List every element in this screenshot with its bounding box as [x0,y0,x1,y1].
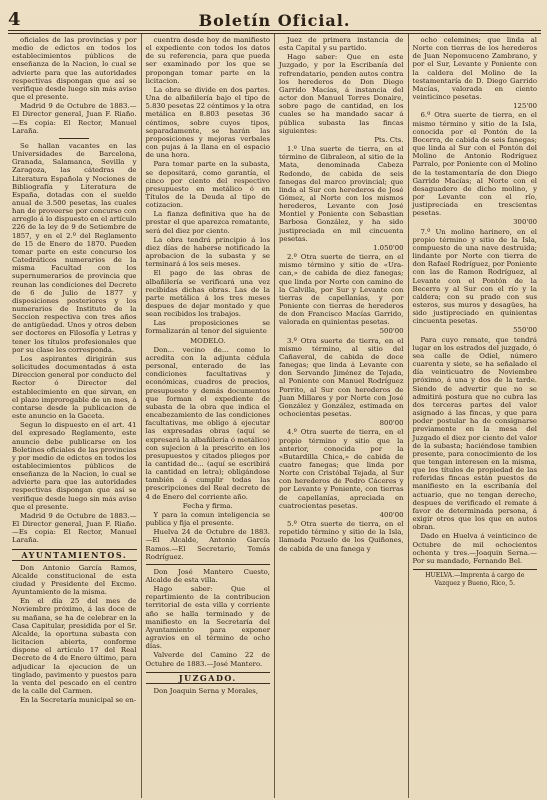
list-item: 4.º Otra suerte de tierra, en el propio término y sitio que la anterior, conocida por la «Butardilla Chica,» de cabida de cuatro fanegas; que linda por Norte con Cristóbal Tejada, al Sur con herederos de Pedro Cáceres y por Levante y Poniente, con tierras de capellanías, apreciada en cuatrocientas pesetas. [279,428,404,510]
text-columns [8,33,541,798]
list-item: 2.º Otra suerte de tierra, en el mismo término y sitio de «Ura-can,» de cabida de diez fanegas; que linda por Norte con camino de la Calvilla, por Sur y Levante con tierras de capellanías, y por Poniente con tierras de herederos de don Francisco Macías Garrido, valorada en quinientas pesetas. [279,253,404,327]
paragraph: Don Joaquin Serna y Morales, [153,686,259,695]
paragraph: La fianza definitiva que ha de prestar el que aparezca rematante, será del diez por ciento. [145,210,270,235]
amount: 1.050'00 [373,243,404,252]
paragraph: Segun lo dispuesto en el art. 41 del expresado Reglamento, este anuncio debe publicarse en los Boletines oficiales de las provincias y por medio de edictos en todos los establecimientos públicos de enseñanza de la Nacion, lo cual se advierte para que las autoridades respectivas dispongan que así se verifique desde luego sin más aviso que el presente. [12,421,137,511]
page-title: Boletín Oficial. [198,11,351,30]
paragraph: cuentra desde hoy de manifiesto el expediente con todos los datos de su referencia, para que pueda ser examinado por los que se propongan tomar parte en la licitacion. [145,36,270,85]
paragraph: Hago saber: Que en este Juzgado, y por la Escribanía del refrendatario, penden autos contra los herederos de Don Diego Garrido Macías, á instancia del actor don Manuel Torres Donaire, sobre pago de cantidad, en los cuales se ha mandado sacar á pública subasta las fincas siguientes: [279,53,404,135]
paragraph: Dado en Huelva á veinticinco de Octubre de mil ochocientos ochenta y tres.—Joaquin Serna.—Por su mandado, Fernando Bel. [412,532,537,565]
column-4 [409,34,542,798]
signature: Madrid 9 de Octubre de 1883.—El Director general, Juan F. Riaño.—Es copia: El Rector, Manuel Laraña. [12,102,137,135]
printer-imprint: HUELVA.—Imprenta á cargo de Vazquez y Bueno, Rico, 5. [413,569,538,587]
section-heading: JUZGADO. [146,672,271,684]
list-item: 3.º Otra suerte de tierra, en el mismo término, al sitio del Cañaveral, de cabida de doce fanegas; que linda á Levante con don Servando Jiménez de Tejada, al Poniente con Manuel Rodríguez Porrito, al Sur con herederos de Juan Millares y por Norte con José González y González, estimada en ochocientas pesetas. [279,336,404,419]
paragraph: oficiales de las provincias y por medio de edictos en todos los establecimientos públicos de enseñanza de la Nacion, lo cual se advierte para que las autoridades respectivas dispongan que así se verifique desde luego sin más aviso que el presente. [12,36,137,102]
paragraph: Hago saber: Que el repartimiento de la contribucion territorial de esta villa y corriente año se halla terminado y de manifiesto en la Secretaría del Ayuntamiento para exponer agravios en el término de ocho días. [145,585,270,651]
list-item: 1.º Una suerte de tierra, en el término de Gibraleon, al sitio de la Mata, denominada Cabeza Redondo, de cabida de seis fanegas del marco provincial; que linda al Sur con herederos de José Gómez, al Norte con los mismos herederos, Levante con José Montiel y Poniente con Sebastian Barbosa González, y ha sido justipreciada en mil cincuenta pesetas. [279,145,404,243]
amount: 550'00 [513,326,537,335]
page-header [8,6,541,31]
signature: Valverde del Camino 22 de Octubre de 1883.—José Mantero. [145,651,270,668]
paragraph: Las proposiciones se formalizarán al tenor del siguiente [145,319,270,336]
amount: 400'00 [379,510,404,519]
paragraph: La obra tendrá principio á los diez días de haberse notificado la aprobacion de la subasta y se terminará á los seis meses. [145,235,270,269]
paragraph: Para tomar parte en la subasta, se depositará, como garantía, el cinco por ciento del respectivo presupuesto en metálico ó en Títulos de la Deuda al tipo de cotizacion. [145,160,270,210]
paragraph: ocho celemines; que linda al Norte con tierras de los herederos de Juan Nepomuceno Zambrano, y por el Sur, Levante y Poniente con la caldera del Molino de la testamentaría de D. Diego Garrido Macías, valorada en ciento veinticinco pesetas. [412,36,537,102]
paragraph: Don... vecino de... como lo acredita con la adjunta cédula personal, enterado de las condiciones facultativas y económicas, cuadros de precios, presupuesto y demás documentos que forman el expediente de subasta de la obra que indica el encabezamiento de las condiciones facultativas, me obligo á ejecutar las expresadas obras (aquí se expresará la albañilería ó metálico) con sujecion á la prescrito en los presupuestos y citados pliegos por la cantidad de... (aquí se escribirá la cantidad en letra); obligándose también á cumplir todas las prescripciones del Real decreto de 4 de Enero del corriente año. [145,345,270,501]
paragraph: Don Antonio García Ramos, Alcalde constitucional de esta ciudad y Presidente del Excmo. Ayuntamiento de la misma. [12,563,137,597]
page-number: 4 [8,9,21,30]
column-1 [8,34,142,798]
paragraph: Los aspirantes dirigirán sus solicitudes documentadas á esta Direccion general por conducto del Rector ó Director del establecimiento en que sirvan, en el plazo improrogable de un mes, á contarse desde la publicacion de este anuncio en la Gaceta. [12,354,137,421]
paragraph: Y para la comun inteligencia se publica y fija el presente. [145,510,270,528]
section-heading: AYUNTAMIENTOS. [12,549,137,561]
paragraph: En el día 25 del mes de Noviembre próximo, á las doce de su mañana, se ha de celebrar en la Casa Capitular, presidida por el Sr. Alcalde, la oportuna subasta con licitacion abierta, conforme dispone el artículo 17 del Real Decreto de 4 de Enero último, para adjudicar la ejecucion de un tinglado, pavimento y puestos para la venta del pescado en el centro de la calle del Carmen. [12,597,137,696]
divider [59,138,89,139]
paragraph: La obra se divide en dos partes. Una de albañilería bajo el tipo de 5.830 pesetas 22 céntimos y la otra metálica en 8.803 pesetas 36 céntimos, sobre cuyos tipos, separadamente, se harán las proposiciones y mejoras verbales con pujas á la llana en el espacio de una hora. [145,85,270,160]
paragraph: Para cuyo remate, que tendrá lugar en los estrados del juzgado, ó sea calle de Odiel, número cuarenta y siete, se ha señalado el día veinticuatro de Noviembre próximo, á una y dos de la tarde. Siendo de advertir que no se admitirá postura que no cubra las dos terceras partes del valor asignado á las fincas, y que para poder postular ha de consignarse previamente en la mesa del Juzgado el diez por ciento del valor de la subasta; haciéndose tambien presente, para conocimiento de los que tengan interesen en la misma, que los títulos de propiedad de las referidas fincas están puestos de manifiesto en la escribanía del actuario, que no tengan derecho, despues de verificado el remate á favor de determinada persona, á exigir otros que los que en autos obran. [412,335,537,532]
signature: Huelva 24 de Octubre de 1883.—El Alcalde, Antonio García Ramos.—El Secretario, Tomás Rodríguez. [145,528,270,561]
paragraph: Se hallan vacantes en las Universidades de Barcelona, Granada, Salamanca, Sevilla y Zaragoza, las cátedras de Literatura Española y Nociones de Bibliografía y Literatura de España, dotadas con el sueldo anual de 3.500 pesetas, las cuales han de proveerse por concurso con arreglo á lo dispuesto en el artículo 226 de la ley de 9 de Setiembre de 1857, y en el 2.º del Reglamento de 15 de Enero de 1870. Pueden tomar parte en este concurso los Catedráticos numerarios de la misma Facultad con los supernumerarios de provincia que reunan las condiciones del Decreto de 6 de Julio de 1877 y disposiciones posteriores y los numerarios de Instituto de la Seccion respectiva con tres años de antigüedad. Unos y otros deben ser doctores en Filosofía y Letras y tener los títulos profesionales que por su clase les corresponda. [12,141,137,354]
amount: 300'00 [513,218,537,227]
currency-header: Pts. Cts. [374,135,404,144]
amount: 500'00 [379,327,404,336]
paragraph: Juez de primera instancia de esta Capital y su partido. [279,36,404,53]
model-heading: MODELO. [190,336,226,345]
list-item: 7.º Un molino harinero, en el propio término y sitio de la Isla, compuesto de una nave destruida; lindante por Norte con tierra de don Rafael Rodríguez, por Poniente con las de Ramon Rodríguez, al Levante con el Pontón de la Becerra y al Sur con el río y la caldera; con su prado con sus esteros, sus muros y desagües, ha sido justipreciado en quinientas cincuenta pesetas. [412,227,538,326]
amount: 125'00 [513,102,537,111]
paragraph: Don José Mantero Cuesto, Alcalde de esta villa. [145,567,270,584]
divider [146,564,271,565]
paragraph: El pago de las obras de albañilería se verificará una vez recibidas dichas obras. Las de la parte metálica á los tres meses despues de dejar montado y que sean recibidos los trabajos. [145,269,270,319]
list-item: 6.º Otra suerte de tierra, en el mismo término y sitio de la Isla, conocida por el Pontón de la Bocerra, de cabida de seis fanegas; que linda al Sur con el Pontón del Molino de Antonio Rodríguez Parralo, por Poniente con el Molino de la testamentaría de don Diego Garrido Macías; al Norte con el desaguadero de dicho molino, y por Levante con el río, justipreciada en trescientas pesetas. [412,111,537,218]
list-item: 5.º Otra suerte de tierra, en el repetido término y sitio de la Isla, llamada Pozuelo de los Quiñones, de cabida de una fanega y [279,520,404,553]
column-2 [142,34,276,798]
paragraph: En la Secretaría municipal se en- [20,696,137,705]
amount: 800'00 [379,419,404,428]
signature-line: Fecha y firma. [182,501,233,510]
column-3 [275,34,409,798]
signature: Madrid 9 de Octubre de 1883.—El Director general, Juan F. Riaño.—Es copia: El Rector, Manuel Laraña. [12,511,137,545]
